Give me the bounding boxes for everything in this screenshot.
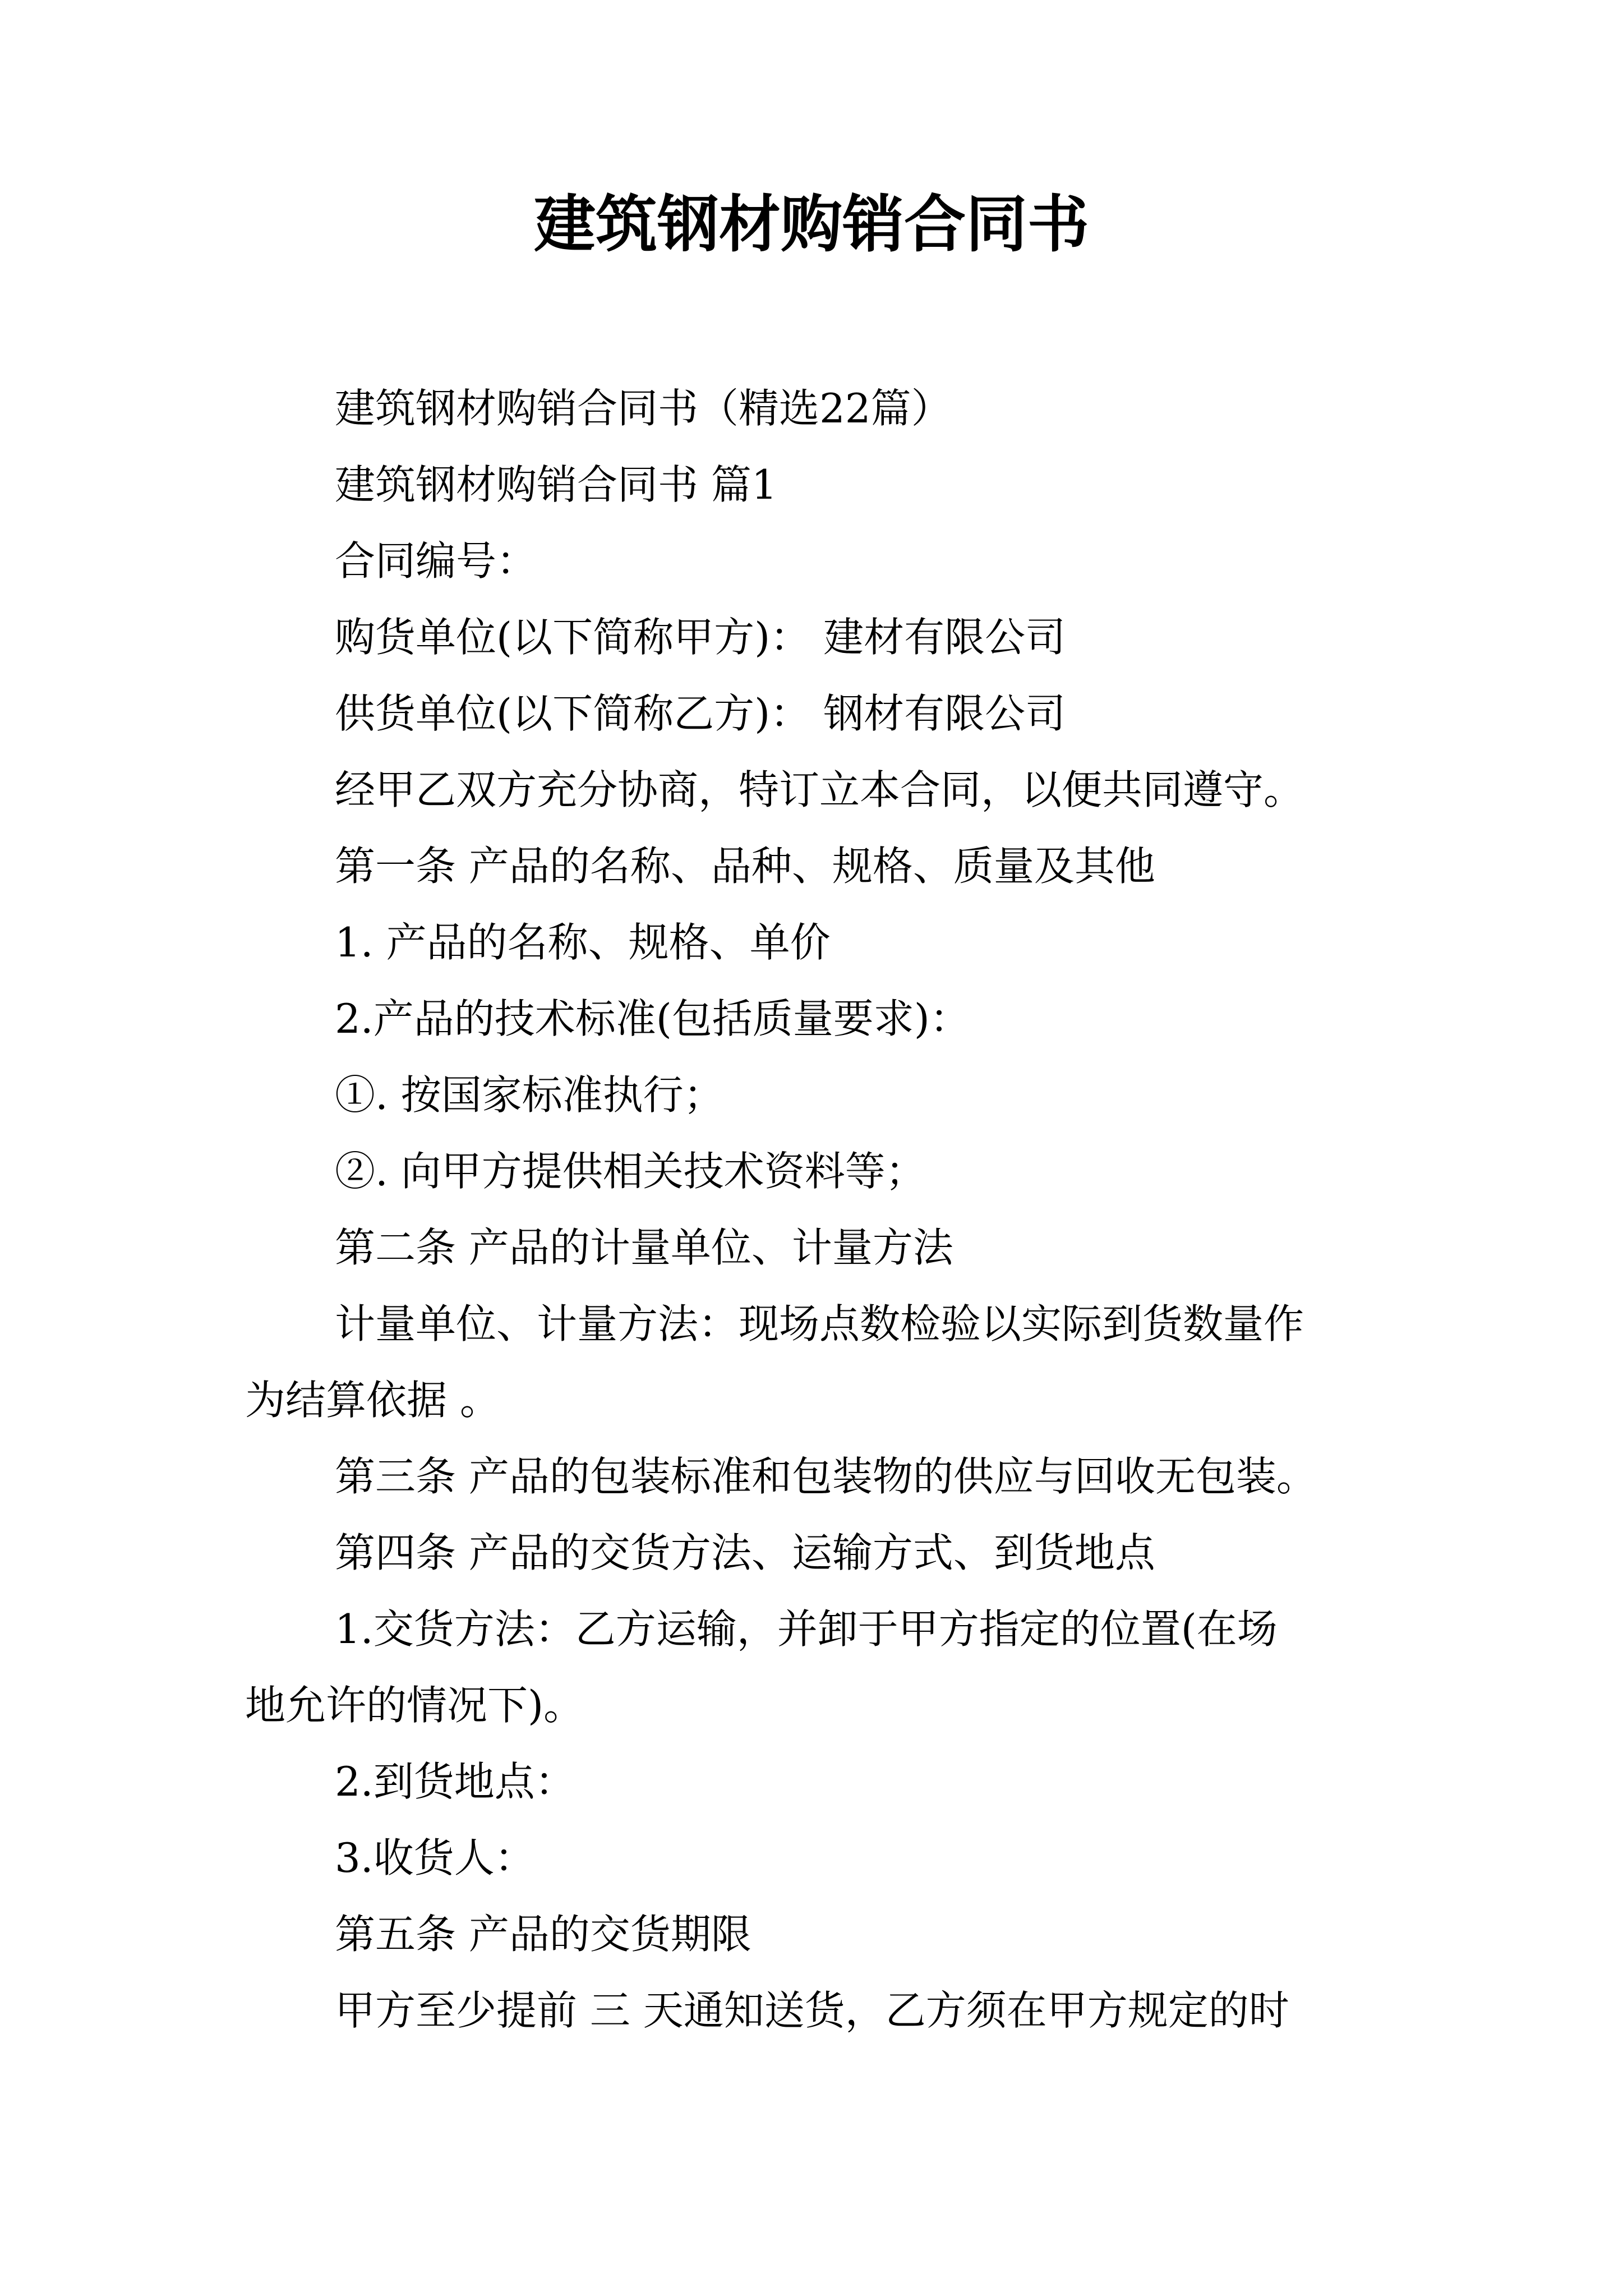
paragraph-line: 经甲乙双方充分协商，特订立本合同，以便共同遵守。 bbox=[335, 766, 1304, 813]
paragraph-continuation-line: 地允许的情况下)。 bbox=[245, 1682, 584, 1729]
paragraph-line: 购货单位(以下简称甲方)： 建材有限公司 bbox=[335, 614, 1066, 661]
paragraph-continuation-line: 为结算依据 。 bbox=[245, 1377, 500, 1424]
paragraph-line: 2.产品的技术标准(包括质量要求)： bbox=[335, 995, 970, 1042]
paragraph-line: 第四条 产品的交货方法、运输方式、到货地点 bbox=[335, 1529, 1155, 1576]
paragraph-line: 第三条 产品的包装标准和包装物的供应与回收无包装。 bbox=[335, 1453, 1317, 1500]
paragraph-line: 建筑钢材购销合同书 篇1 bbox=[335, 461, 777, 508]
paragraph-line: 甲方至少提前 三 天通知送货，乙方须在甲方规定的时 bbox=[335, 1987, 1289, 2034]
paragraph-line: 第五条 产品的交货期限 bbox=[335, 1911, 751, 1958]
paragraph-line: ②. 向甲方提供相关技术资料等； bbox=[335, 1148, 926, 1195]
paragraph-line: ①. 按国家标准执行； bbox=[335, 1071, 724, 1119]
document-title: 建筑钢材购销合同书 bbox=[534, 188, 1089, 260]
paragraph-line: 第一条 产品的名称、品种、规格、质量及其他 bbox=[335, 843, 1155, 890]
paragraph-line: 建筑钢材购销合同书（精选22篇） bbox=[335, 385, 952, 432]
paragraph-line: 合同编号： bbox=[335, 537, 537, 585]
paragraph-line: 计量单位、计量方法：现场点数检验以实际到货数量作 bbox=[335, 1300, 1304, 1347]
paragraph-line: 2.到货地点： bbox=[335, 1758, 575, 1805]
paragraph-line: 1. 产品的名称、规格、单价 bbox=[335, 919, 831, 966]
paragraph-line: 1.交货方法：乙方运输，并卸于甲方指定的位置(在场 bbox=[335, 1605, 1278, 1653]
paragraph-line: 供货单位(以下简称乙方)： 钢材有限公司 bbox=[335, 690, 1066, 737]
paragraph-line: 3.收货人： bbox=[335, 1834, 535, 1881]
paragraph-line: 第二条 产品的计量单位、计量方法 bbox=[335, 1224, 953, 1271]
document-body bbox=[245, 370, 1378, 2049]
